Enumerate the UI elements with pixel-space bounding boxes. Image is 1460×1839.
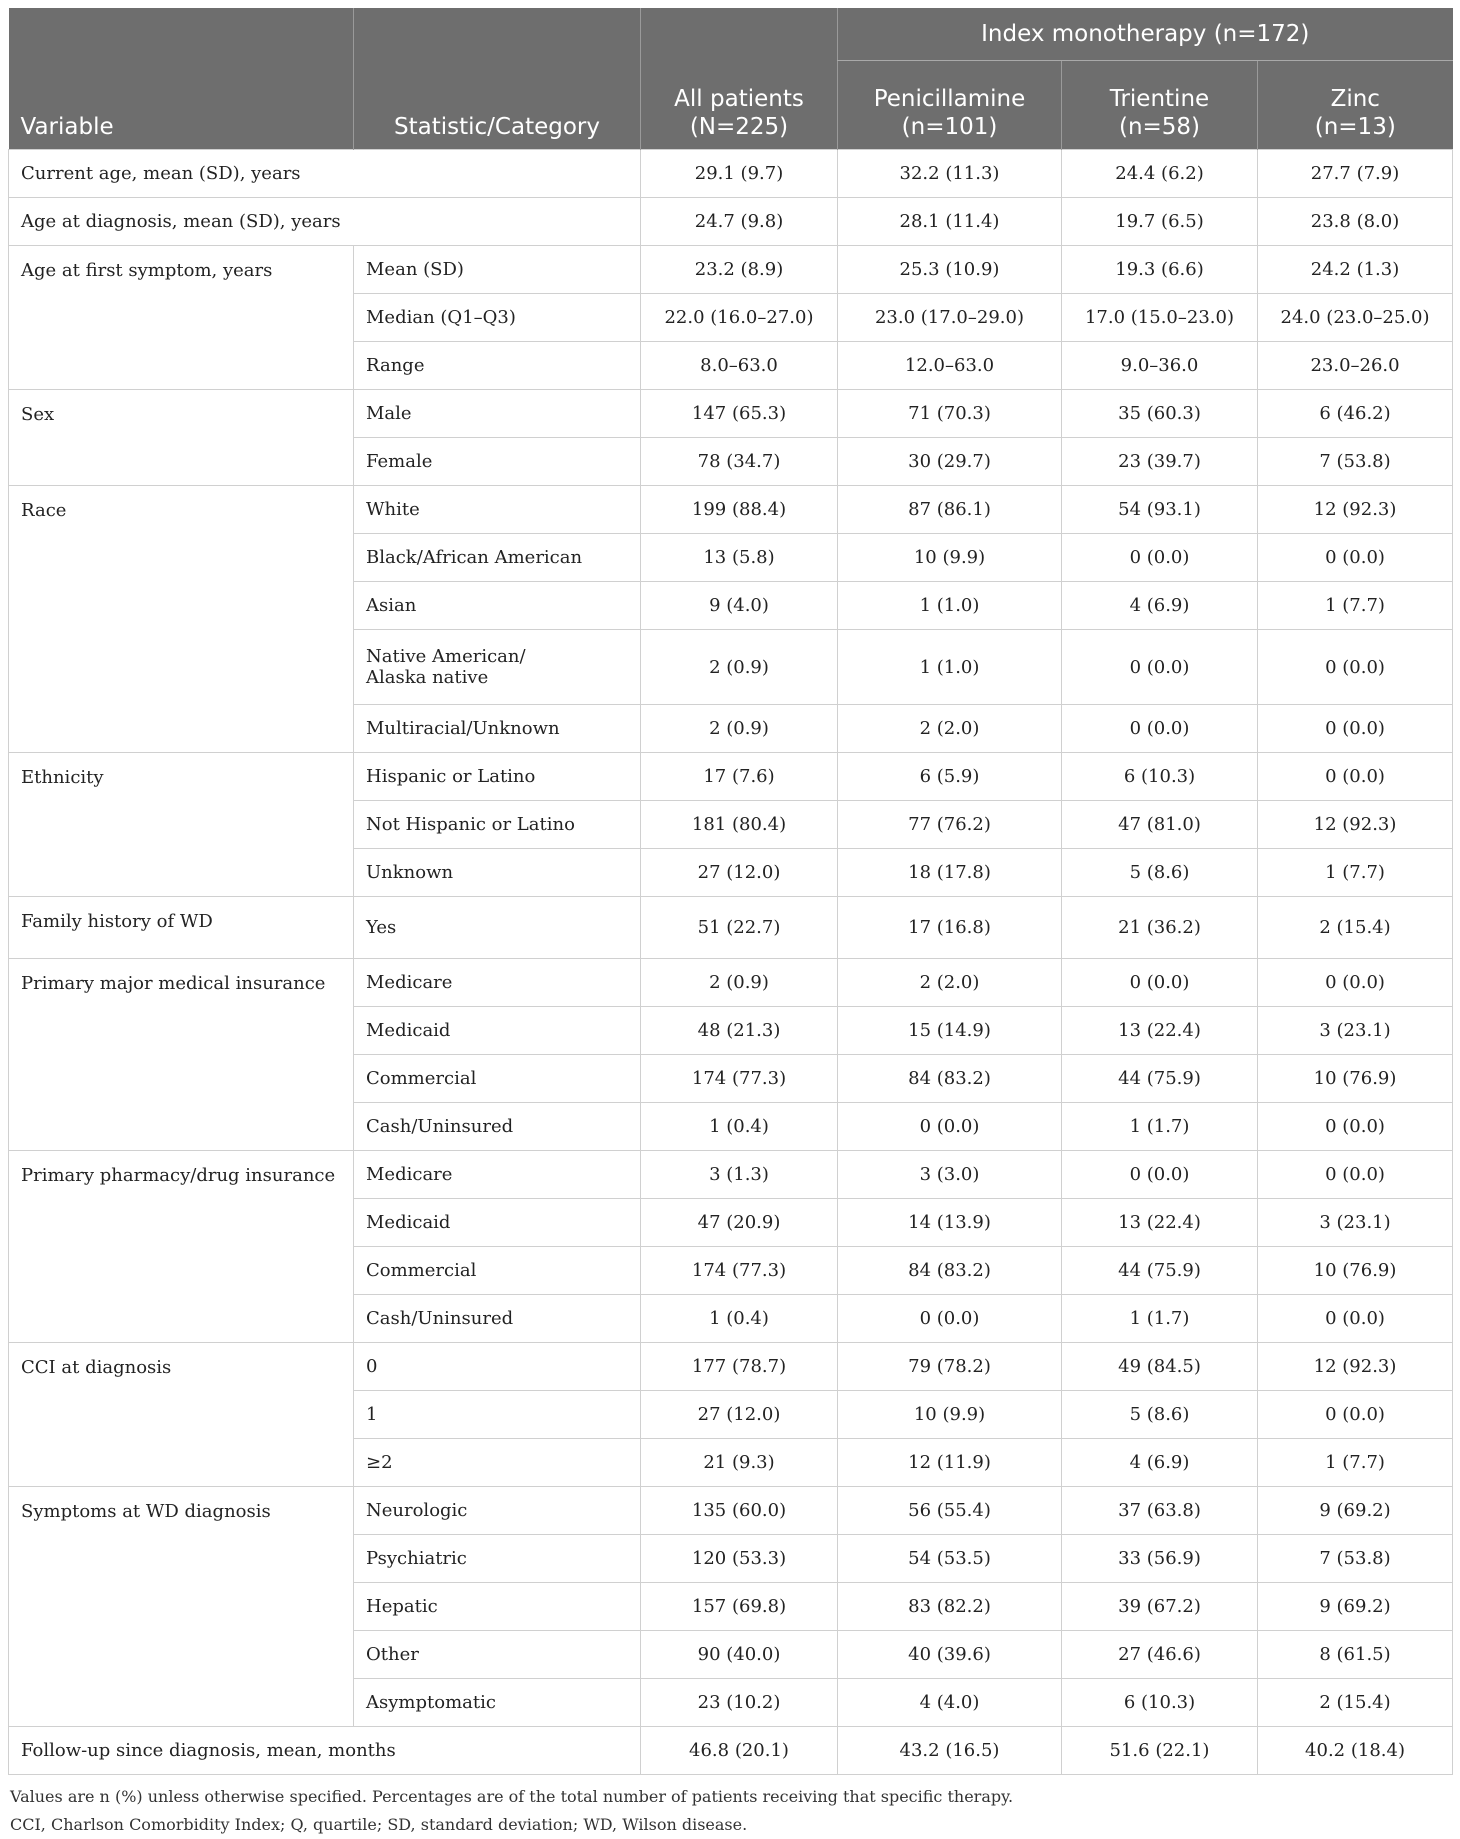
value-cell: 0 (0.0) xyxy=(1258,630,1453,705)
value-cell: 4 (6.9) xyxy=(1062,1439,1258,1487)
value-cell: 35 (60.3) xyxy=(1062,390,1258,438)
header-trientine-n: (n=58) xyxy=(1118,114,1201,140)
value-cell: 0 (0.0) xyxy=(1258,959,1453,1007)
value-cell: 54 (93.1) xyxy=(1062,486,1258,534)
value-cell: 54 (53.5) xyxy=(838,1535,1062,1583)
category-cell: Psychiatric xyxy=(354,1535,641,1583)
table-row xyxy=(9,246,1453,294)
category-cell: Not Hispanic or Latino xyxy=(354,801,641,849)
value-cell: 23 (10.2) xyxy=(641,1679,838,1727)
value-cell: 77 (76.2) xyxy=(838,801,1062,849)
value-cell: 49 (84.5) xyxy=(1062,1343,1258,1391)
value-cell: 3 (23.1) xyxy=(1258,1199,1453,1247)
value-cell: 79 (78.2) xyxy=(838,1343,1062,1391)
value-cell: 28.1 (11.4) xyxy=(838,198,1062,246)
header-penicillamine-label: Penicillamine xyxy=(873,86,1026,112)
value-cell: 33 (56.9) xyxy=(1062,1535,1258,1583)
value-cell: 1 (0.4) xyxy=(641,1103,838,1151)
category-cell: Cash/Uninsured xyxy=(354,1295,641,1343)
value-cell: 4 (6.9) xyxy=(1062,582,1258,630)
value-cell: 0 (0.0) xyxy=(1258,705,1453,753)
value-cell: 9.0–36.0 xyxy=(1062,342,1258,390)
variable-cell: Age at diagnosis, mean (SD), years xyxy=(9,198,641,246)
header-zinc-n: (n=13) xyxy=(1314,114,1396,140)
value-cell: 4 (4.0) xyxy=(838,1679,1062,1727)
category-cell: 1 xyxy=(354,1391,641,1439)
table-row xyxy=(9,486,1453,534)
value-cell: 83 (82.2) xyxy=(838,1583,1062,1631)
value-cell: 17 (16.8) xyxy=(838,897,1062,959)
value-cell: 0 (0.0) xyxy=(1062,705,1258,753)
value-cell: 199 (88.4) xyxy=(641,486,838,534)
category-cell: Cash/Uninsured xyxy=(354,1103,641,1151)
value-cell: 22.0 (16.0–27.0) xyxy=(641,294,838,342)
value-cell: 40.2 (18.4) xyxy=(1258,1727,1453,1775)
variable-cell: Sex xyxy=(9,390,354,486)
value-cell: 0 (0.0) xyxy=(838,1103,1062,1151)
value-cell: 174 (77.3) xyxy=(641,1055,838,1103)
table-row xyxy=(9,1151,1453,1199)
value-cell: 1 (7.7) xyxy=(1258,849,1453,897)
value-cell: 6 (10.3) xyxy=(1062,1679,1258,1727)
table-container xyxy=(8,8,1452,1839)
value-cell: 2 (0.9) xyxy=(641,959,838,1007)
value-cell: 84 (83.2) xyxy=(838,1055,1062,1103)
value-cell: 13 (22.4) xyxy=(1062,1007,1258,1055)
table-row xyxy=(9,753,1453,801)
value-cell: 51 (22.7) xyxy=(641,897,838,959)
header-all-patients-label: All patients xyxy=(674,86,804,112)
category-cell: Yes xyxy=(354,897,641,959)
category-cell: Hepatic xyxy=(354,1583,641,1631)
variable-cell: Family history of WD xyxy=(9,897,354,959)
variable-cell: Race xyxy=(9,486,354,753)
value-cell: 3 (3.0) xyxy=(838,1151,1062,1199)
value-cell: 78 (34.7) xyxy=(641,438,838,486)
value-cell: 8 (61.5) xyxy=(1258,1631,1453,1679)
header-index-monotherapy: Index monotherapy (n=172) xyxy=(838,8,1453,61)
value-cell: 40 (39.6) xyxy=(838,1631,1062,1679)
value-cell: 29.1 (9.7) xyxy=(641,150,838,198)
value-cell: 44 (75.9) xyxy=(1062,1055,1258,1103)
value-cell: 6 (46.2) xyxy=(1258,390,1453,438)
value-cell: 12 (11.9) xyxy=(838,1439,1062,1487)
value-cell: 27.7 (7.9) xyxy=(1258,150,1453,198)
value-cell: 7 (53.8) xyxy=(1258,1535,1453,1583)
value-cell: 7 (53.8) xyxy=(1258,438,1453,486)
value-cell: 17.0 (15.0–23.0) xyxy=(1062,294,1258,342)
value-cell: 13 (22.4) xyxy=(1062,1199,1258,1247)
value-cell: 12 (92.3) xyxy=(1258,801,1453,849)
value-cell: 12 (92.3) xyxy=(1258,486,1453,534)
value-cell: 25.3 (10.9) xyxy=(838,246,1062,294)
value-cell: 0 (0.0) xyxy=(1258,534,1453,582)
value-cell: 23.8 (8.0) xyxy=(1258,198,1453,246)
value-cell: 14 (13.9) xyxy=(838,1199,1062,1247)
value-cell: 51.6 (22.1) xyxy=(1062,1727,1258,1775)
value-cell: 1 (1.0) xyxy=(838,582,1062,630)
value-cell: 174 (77.3) xyxy=(641,1247,838,1295)
value-cell: 18 (17.8) xyxy=(838,849,1062,897)
value-cell: 44 (75.9) xyxy=(1062,1247,1258,1295)
value-cell: 1 (7.7) xyxy=(1258,1439,1453,1487)
value-cell: 24.2 (1.3) xyxy=(1258,246,1453,294)
table-body xyxy=(9,150,1453,1775)
variable-cell: CCI at diagnosis xyxy=(9,1343,354,1487)
value-cell: 2 (0.9) xyxy=(641,705,838,753)
value-cell: 6 (10.3) xyxy=(1062,753,1258,801)
value-cell: 24.4 (6.2) xyxy=(1062,150,1258,198)
value-cell: 9 (69.2) xyxy=(1258,1583,1453,1631)
value-cell: 1 (0.4) xyxy=(641,1295,838,1343)
category-cell: Medicare xyxy=(354,959,641,1007)
value-cell: 9 (69.2) xyxy=(1258,1487,1453,1535)
category-cell: Hispanic or Latino xyxy=(354,753,641,801)
header-penicillamine xyxy=(838,61,1062,150)
category-cell: Median (Q1–Q3) xyxy=(354,294,641,342)
value-cell: 24.7 (9.8) xyxy=(641,198,838,246)
value-cell: 10 (76.9) xyxy=(1258,1247,1453,1295)
demographics-table xyxy=(8,8,1453,1775)
category-cell: Medicaid xyxy=(354,1199,641,1247)
category-cell: Male xyxy=(354,390,641,438)
value-cell: 0 (0.0) xyxy=(1062,959,1258,1007)
category-cell: Asian xyxy=(354,582,641,630)
value-cell: 0 (0.0) xyxy=(1062,630,1258,705)
value-cell: 23.0 (17.0–29.0) xyxy=(838,294,1062,342)
category-cell: Black/African American xyxy=(354,534,641,582)
value-cell: 48 (21.3) xyxy=(641,1007,838,1055)
value-cell: 90 (40.0) xyxy=(641,1631,838,1679)
value-cell: 56 (55.4) xyxy=(838,1487,1062,1535)
variable-cell: Primary major medical insurance xyxy=(9,959,354,1151)
variable-cell: Primary pharmacy/drug insurance xyxy=(9,1151,354,1343)
table-footnotes xyxy=(8,1783,1452,1839)
value-cell: 135 (60.0) xyxy=(641,1487,838,1535)
value-cell: 0 (0.0) xyxy=(1258,1151,1453,1199)
table-row xyxy=(9,198,1453,246)
category-cell: Unknown xyxy=(354,849,641,897)
value-cell: 43.2 (16.5) xyxy=(838,1727,1062,1775)
value-cell: 3 (1.3) xyxy=(641,1151,838,1199)
value-cell: 37 (63.8) xyxy=(1062,1487,1258,1535)
value-cell: 0 (0.0) xyxy=(1258,1103,1453,1151)
value-cell: 8.0–63.0 xyxy=(641,342,838,390)
category-cell: Multiracial/Unknown xyxy=(354,705,641,753)
value-cell: 3 (23.1) xyxy=(1258,1007,1453,1055)
value-cell: 2 (2.0) xyxy=(838,705,1062,753)
value-cell: 1 (1.7) xyxy=(1062,1295,1258,1343)
header-statistic: Statistic/Category xyxy=(354,8,641,150)
value-cell: 1 (1.7) xyxy=(1062,1103,1258,1151)
value-cell: 10 (9.9) xyxy=(838,534,1062,582)
value-cell: 177 (78.7) xyxy=(641,1343,838,1391)
value-cell: 47 (20.9) xyxy=(641,1199,838,1247)
table-row xyxy=(9,390,1453,438)
value-cell: 0 (0.0) xyxy=(1062,1151,1258,1199)
value-cell: 24.0 (23.0–25.0) xyxy=(1258,294,1453,342)
footnote-values: Values are n (%) unless otherwise specified. Percentages are of the total number of patients receiving that specific therapy. xyxy=(10,1787,1014,1806)
header-zinc xyxy=(1258,61,1453,150)
value-cell: 47 (81.0) xyxy=(1062,801,1258,849)
category-cell: 0 xyxy=(354,1343,641,1391)
value-cell: 84 (83.2) xyxy=(838,1247,1062,1295)
value-cell: 10 (9.9) xyxy=(838,1391,1062,1439)
value-cell: 157 (69.8) xyxy=(641,1583,838,1631)
table-row xyxy=(9,959,1453,1007)
header-trientine-label: Trientine xyxy=(1109,86,1210,112)
category-cell: ≥2 xyxy=(354,1439,641,1487)
variable-cell: Follow-up since diagnosis, mean, months xyxy=(9,1727,641,1775)
value-cell: 30 (29.7) xyxy=(838,438,1062,486)
category-cell: Commercial xyxy=(354,1247,641,1295)
table-row xyxy=(9,897,1453,959)
variable-cell: Age at first symptom, years xyxy=(9,246,354,390)
value-cell: 46.8 (20.1) xyxy=(641,1727,838,1775)
value-cell: 2 (2.0) xyxy=(838,959,1062,1007)
category-cell: Native American/ Alaska native xyxy=(354,630,641,705)
header-all-patients xyxy=(641,8,838,150)
value-cell: 0 (0.0) xyxy=(1062,534,1258,582)
value-cell: 27 (12.0) xyxy=(641,1391,838,1439)
value-cell: 87 (86.1) xyxy=(838,486,1062,534)
value-cell: 6 (5.9) xyxy=(838,753,1062,801)
table-row xyxy=(9,1343,1453,1391)
table-row xyxy=(9,1727,1453,1775)
variable-cell: Current age, mean (SD), years xyxy=(9,150,641,198)
value-cell: 17 (7.6) xyxy=(641,753,838,801)
value-cell: 0 (0.0) xyxy=(1258,1295,1453,1343)
category-cell: Other xyxy=(354,1631,641,1679)
value-cell: 21 (9.3) xyxy=(641,1439,838,1487)
value-cell: 0 (0.0) xyxy=(838,1295,1062,1343)
value-cell: 5 (8.6) xyxy=(1062,849,1258,897)
category-cell: Female xyxy=(354,438,641,486)
value-cell: 147 (65.3) xyxy=(641,390,838,438)
value-cell: 10 (76.9) xyxy=(1258,1055,1453,1103)
header-variable: Variable xyxy=(9,8,354,150)
variable-cell: Ethnicity xyxy=(9,753,354,897)
value-cell: 19.3 (6.6) xyxy=(1062,246,1258,294)
value-cell: 39 (67.2) xyxy=(1062,1583,1258,1631)
value-cell: 23.2 (8.9) xyxy=(641,246,838,294)
value-cell: 13 (5.8) xyxy=(641,534,838,582)
value-cell: 19.7 (6.5) xyxy=(1062,198,1258,246)
header-penicillamine-n: (n=101) xyxy=(901,114,998,140)
value-cell: 0 (0.0) xyxy=(1258,1391,1453,1439)
value-cell: 32.2 (11.3) xyxy=(838,150,1062,198)
table-header xyxy=(9,8,1453,150)
category-cell: Asymptomatic xyxy=(354,1679,641,1727)
header-zinc-label: Zinc xyxy=(1330,86,1380,112)
value-cell: 120 (53.3) xyxy=(641,1535,838,1583)
value-cell: 15 (14.9) xyxy=(838,1007,1062,1055)
category-cell: Neurologic xyxy=(354,1487,641,1535)
value-cell: 0 (0.0) xyxy=(1258,753,1453,801)
category-cell: Range xyxy=(354,342,641,390)
value-cell: 1 (7.7) xyxy=(1258,582,1453,630)
category-cell: Commercial xyxy=(354,1055,641,1103)
value-cell: 23 (39.7) xyxy=(1062,438,1258,486)
value-cell: 2 (0.9) xyxy=(641,630,838,705)
category-cell: Medicare xyxy=(354,1151,641,1199)
variable-cell: Symptoms at WD diagnosis xyxy=(9,1487,354,1727)
table-row xyxy=(9,1487,1453,1535)
category-cell: Mean (SD) xyxy=(354,246,641,294)
value-cell: 12.0–63.0 xyxy=(838,342,1062,390)
value-cell: 71 (70.3) xyxy=(838,390,1062,438)
value-cell: 9 (4.0) xyxy=(641,582,838,630)
value-cell: 2 (15.4) xyxy=(1258,1679,1453,1727)
footnote-abbreviations: CCI, Charlson Comorbidity Index; Q, quartile; SD, standard deviation; WD, Wilson disease. xyxy=(10,1815,748,1834)
value-cell: 181 (80.4) xyxy=(641,801,838,849)
category-cell: Medicaid xyxy=(354,1007,641,1055)
value-cell: 5 (8.6) xyxy=(1062,1391,1258,1439)
header-trientine xyxy=(1062,61,1258,150)
value-cell: 21 (36.2) xyxy=(1062,897,1258,959)
header-all-patients-n: (N=225) xyxy=(689,114,789,140)
value-cell: 12 (92.3) xyxy=(1258,1343,1453,1391)
value-cell: 2 (15.4) xyxy=(1258,897,1453,959)
value-cell: 27 (12.0) xyxy=(641,849,838,897)
value-cell: 27 (46.6) xyxy=(1062,1631,1258,1679)
value-cell: 23.0–26.0 xyxy=(1258,342,1453,390)
category-cell: White xyxy=(354,486,641,534)
value-cell: 1 (1.0) xyxy=(838,630,1062,705)
table-row xyxy=(9,150,1453,198)
